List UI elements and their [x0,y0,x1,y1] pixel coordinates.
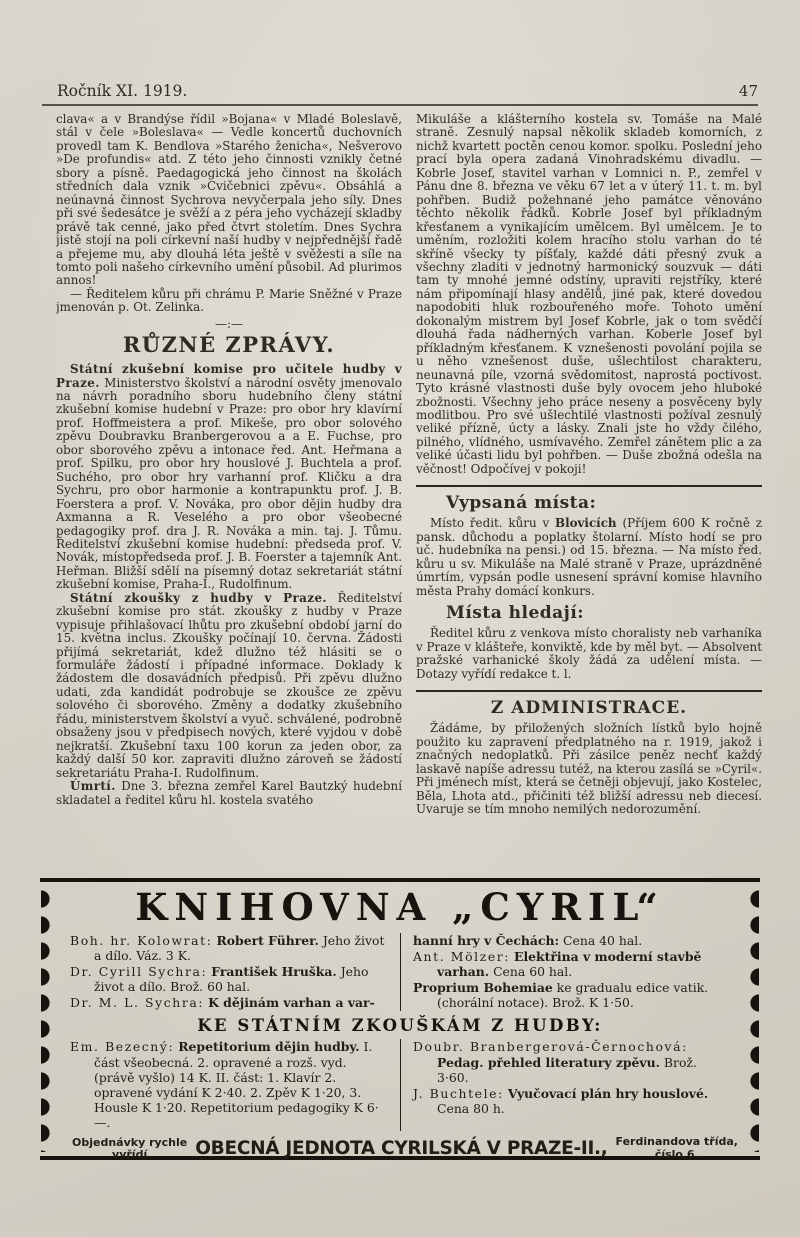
book-title: hanní hry v Čechách: [413,932,560,948]
book-list-left [70,933,400,1012]
news-item [56,780,402,807]
book-author: Boh. hr. Kolowrat: [70,932,213,948]
section-paragraph [416,627,762,681]
news-text: Dne 3. března zemřel Karel Bautzký hudební skladatel a ředitel kůru hl. kostela svatého [56,779,402,807]
book-list [70,933,730,1012]
ad-banner-title: KNIHOVNA „CYRIL“ [135,885,665,929]
orders-note [72,1137,187,1161]
section-rule [416,485,762,487]
header-rule [42,104,758,106]
page-header [57,82,758,100]
book-details: I. část všeobecná. 2. opravené a rozš. vyd. (právě vyšlo) 14 K. II. část: 1. Klavír 2. opravené vydání K 2·40. 2. Zpěv K 1·20, 3. Housle K 1·20. Repetitorium pedagogiky K 6·—. [94,1039,379,1131]
ad-subheading: KE STÁTNÍM ZKOUŠKÁM Z HUDBY: [197,1016,603,1036]
section-text: Ředitel kůru z venkova místo choralisty neb varhaníka v Praze v klášteře, konviktě, kde by měl byt. — Absolvent pražské varhanické školy žádá za udělení místa. — Dotazy vyřídí redakce t. l. [416,626,762,681]
book-author: Dr. M. L. Sychra: [70,995,205,1011]
publisher-address [616,1136,738,1161]
book-author: J. Buchtele: [413,1085,504,1101]
book-title: Repetitorium dějin hudby. [178,1039,360,1055]
book-item [70,995,390,1010]
book-details: Jeho život a dílo. Brož. 60 hal. [94,964,369,995]
ad-footer [70,1135,738,1163]
book-author: Em. Bezecný: [70,1039,175,1055]
section-heading-z-administrace: Z ADMINISTRACE. [490,698,688,719]
volume-label: Ročník XI. 1919. [57,82,188,100]
section-paragraph [416,517,762,598]
book-item [413,1039,730,1084]
scallop-border-left [41,886,55,1152]
news-lead: Úmrtí. [70,779,116,794]
book-title: Robert Führer. [216,932,319,948]
book-title: K dějinám varhan a var- [208,995,375,1011]
advertisement-box [40,878,760,1160]
book-details: ke gradualu edice vatik. (chorální notace). Brož. K 1·50. [437,980,709,1011]
section-text: (Příjem 600 K ročně z pansk. důchodu a poplatky štolarní. Místo hodí se pro uč. hudebníka na pensi.) od 15. března. — Na místo řed. kůru u sv. Mikuláše na Malé straně v Praze, uprázdněné úmrtím, vypsán podle usnesení správní komise hlavního města Prahy domácí konkurs. [416,516,762,598]
book-details: Cena 60 hal. [493,964,573,980]
section-heading-ruzne-zpravy: RŮZNÉ ZPRÁVY. [122,332,336,358]
page-number: 47 [738,82,758,100]
continuation-paragraph: clava« a v Brandýse řídil »Bojana« v Mladé Boleslavě, stál v čele »Boleslava« — Vedle koncertů duchovních provedl tam K. Bendlova »Starého ženicha«, Nešverovo »De profundis« atd. Z této jeho činnosti vznikly četné sbory a písně. Paedagogická jeho činnost na školách středních dala vznik »Cvičebnici zpěvu«. Obsáhlá a neúnavná činnost Sychrova nevyčerpala jeho síly. Dnes při své šedesátce je svěží a z péra jeho vycházejí skladby právě tak cenné, jako před čtvrt stoletím. Dnes Sychra jistě stojí na poli církevní naší hudby v nejpřednější řadě a přejeme mu, aby dlouhá léta ještě v svěžesti a síle na tomto poli našeho církevního umění působil. Ad plurimos annos! [56,113,402,288]
scallop-border-right [745,886,759,1152]
orders-note-line1: Objednávky rychle [72,1135,188,1149]
book-details: Cena 40 hal. [563,932,643,948]
book-author: Doubr. Branbergerová-Černochová: [413,1039,688,1055]
book-author: Ant. Mölzer: [413,948,511,964]
book-item [413,1086,730,1116]
exam-book-list-left [70,1039,400,1131]
section-heading-vypsana-mista: Vypsaná místa: [446,493,597,514]
section-text: Místo ředit. kůru v [430,516,556,531]
news-item [56,363,402,592]
book-title: Vyučovací plán hry houslové. [507,1085,709,1101]
section-text: Žádáme, by přiložených složních lístků bylo hojně použito ku zapravení předplatného na r. 1919, jakož i značných nedoplatků. Při zásilce peněz nechť každý laskavě napíše adressu tutéž, na kterou zasílá se »Cyril«. Při jménech míst, která se četněji objevují, jako Kostelec, Běla, Lhota atd., přičiniti též bližší adressu neb diecesí. Uvaruje se tím mnoho nemilých nedorozumění. [416,721,762,817]
news-lead: Státní zkušební komise pro učitele hudby v Praze. [56,362,402,390]
section-text-bold: Blovicích [555,516,617,531]
book-item [70,933,390,963]
right-column [416,113,762,875]
book-item [413,933,730,948]
news-text: Ředitelství zkušební komise pro stát. zkoušky z hudby v Praze vypisuje přihlašovací lhůtu pro zkušební období jarní do 15. května inclus. Zkoušky počínají 10. června. Žádosti přijímá sekretariát, kdež dlužno též hlásiti se o formuláře žádostí i případné informace. Doklady k žádostem dle dosavádních předpisů. Při zpěvu dlužno udati, zda kandidát podrobuje se zkoušce ze zpěvu solového či sborového. Změny a dodatky zkušebního řádu, ministerstvem školství a vyuč. schválené, podrobně obsaženy jsou v předpisech nových, které vyjdou v době nejkratší. Zkušební taxu 100 korun za jeden obor, za každý další 50 kor. zapraviti dlužno zároveň se žádostí sekretariátu Praha-I. Rudolfinum. [56,590,402,780]
book-item [70,1039,390,1130]
book-title: Pedag. přehled literatury zpěvu. [437,1054,660,1070]
book-title: Proprium Bohemiae [413,980,553,996]
continuation-paragraph: Mikuláše a klášterního kostela sv. Tomáše na Malé straně. Zesnulý napsal několik skladeb komorních, z nichž kvartett poctěn cenou komor. spolku. Poslední jeho prací byla opera zadaná Vinohradskému divadlu. — Kobrle Josef, stavitel varhan v Lomnici n. P., zemřel v Pánu dne 8. března ve věku 67 let a v úterý 11. t. m. byl pohřben. Budiž požehnané jeho památce věnováno těchto několik řádků. Kobrle Josef byl příkladným křesťanem a vynikajícím umělcem. Byl umělcem. Je to uměním, rozložiti kolem hracího stolu varhan do té skříně všecky ty píšťaly, každé dáti přesný zvuk a všechny zladiti v jednotný harmonický souzvuk — dáti tam ty mnohé jemné odstíny, upraviti rejstříky, které nám připomínají hlasy andělů, jiné pak, které dovedou napodobiti hluk rozbouřeného moře. Tohoto umění dokonalým mistrem byl Josef Kobrle, jak o tom svědčí dlouhá řada nádherných varhan. Koberle Josef byl příkladným křesťanem. K vznešenosti povolání pojila se u něho vznešenost duše, ušlechtilost charakteru, neunavná píle, vzorná svědomitost, naprostá poctivost. Tyto krásné vlastnosti duše byly ovocem jeho hluboké zbožnosti. Všechny jeho práce neseny a posvěceny byly modlitbou. Pro své ušlechtilé vlastnosti požíval zesnulý veliké přízně, úcty a lásky. Znali jste ho vždy čilého, pilného, vlídného, usmívavého. Zemřel zánětem plic a za veliké účasti lidu byl pohřben. — Duše zbožná odešla na věčnost! Odpočívej v pokoji! [416,113,762,476]
book-item [70,964,390,994]
ornament-divider: —:— [214,316,244,331]
book-title: Elektřina v moderní stavbě varhan. [437,948,702,980]
section-paragraph [416,722,762,816]
orders-note-line2: vyřídí [112,1147,148,1161]
article-columns [56,113,762,875]
book-author: Dr. Cyrill Sychra: [70,964,208,980]
book-details: Brož. 3·60. [437,1054,697,1085]
book-list-right [400,933,730,1012]
news-text: Ministerstvo školství a národní osvěty jmenovalo na návrh poradního sboru hudebního členy státní zkušební komise hudební v Praze: pro obor hry klavírní prof. Hoffmeistera a prof. Mikeše, pro obor solového zpěvu Doubravku Branbergerovou a a E. Fuchse, pro obor sborového zpěvu a intonace řed. Ant. Heřmana a prof. Spilku, pro obor hry houslové J. Buchtela a prof. Suchého, pro obor hry varhanní prof. Kličku a dra Sychru, pro obor harmonie a kontrapunktu prof. J. B. Foerstera a prof. V. Nováka, pro obor dějin hudby dra Axmanna a R. Veselého a pro obor všeobecné pedagogiky prof. dra J. R. Nováka a min. taj. J. Tůmu. Ředitelství zkušební komise hudební: předseda prof. V. Novák, místopředseda prof. J. B. Foerster a tajemník Ant. Heřman. Bližší sdělí na písemný dotaz sekretariát státní zkušební komise, Praha-I., Rudolfinum. [56,375,402,592]
section-rule [416,690,762,692]
book-title: František Hruška. [211,964,337,980]
exam-book-list [70,1039,730,1131]
note-paragraph: — Ředitelem kůru při chrámu P. Marie Sněžné v Praze jmenován p. Ot. Zelinka. [56,286,402,315]
publisher-address-line1: Ferdinandova třída, [615,1135,738,1149]
news-lead: Státní zkoušky z hudby v Praze. [70,590,327,605]
publisher-address-line2: číslo 6. [654,1147,699,1161]
left-column [56,113,402,875]
news-item [56,592,402,780]
book-details: Jeho život a dílo. Váz. 3 K. [94,932,385,963]
book-details: Cena 80 h. [437,1100,505,1116]
book-item [413,949,730,979]
publisher-name: OBECNÁ JEDNOTA CYRILSKÁ V PRAZE-II., [195,1138,608,1160]
section-heading-mista-hledaji: Místa hledají: [446,603,585,624]
exam-book-list-right [400,1039,730,1131]
book-item [413,980,730,1010]
